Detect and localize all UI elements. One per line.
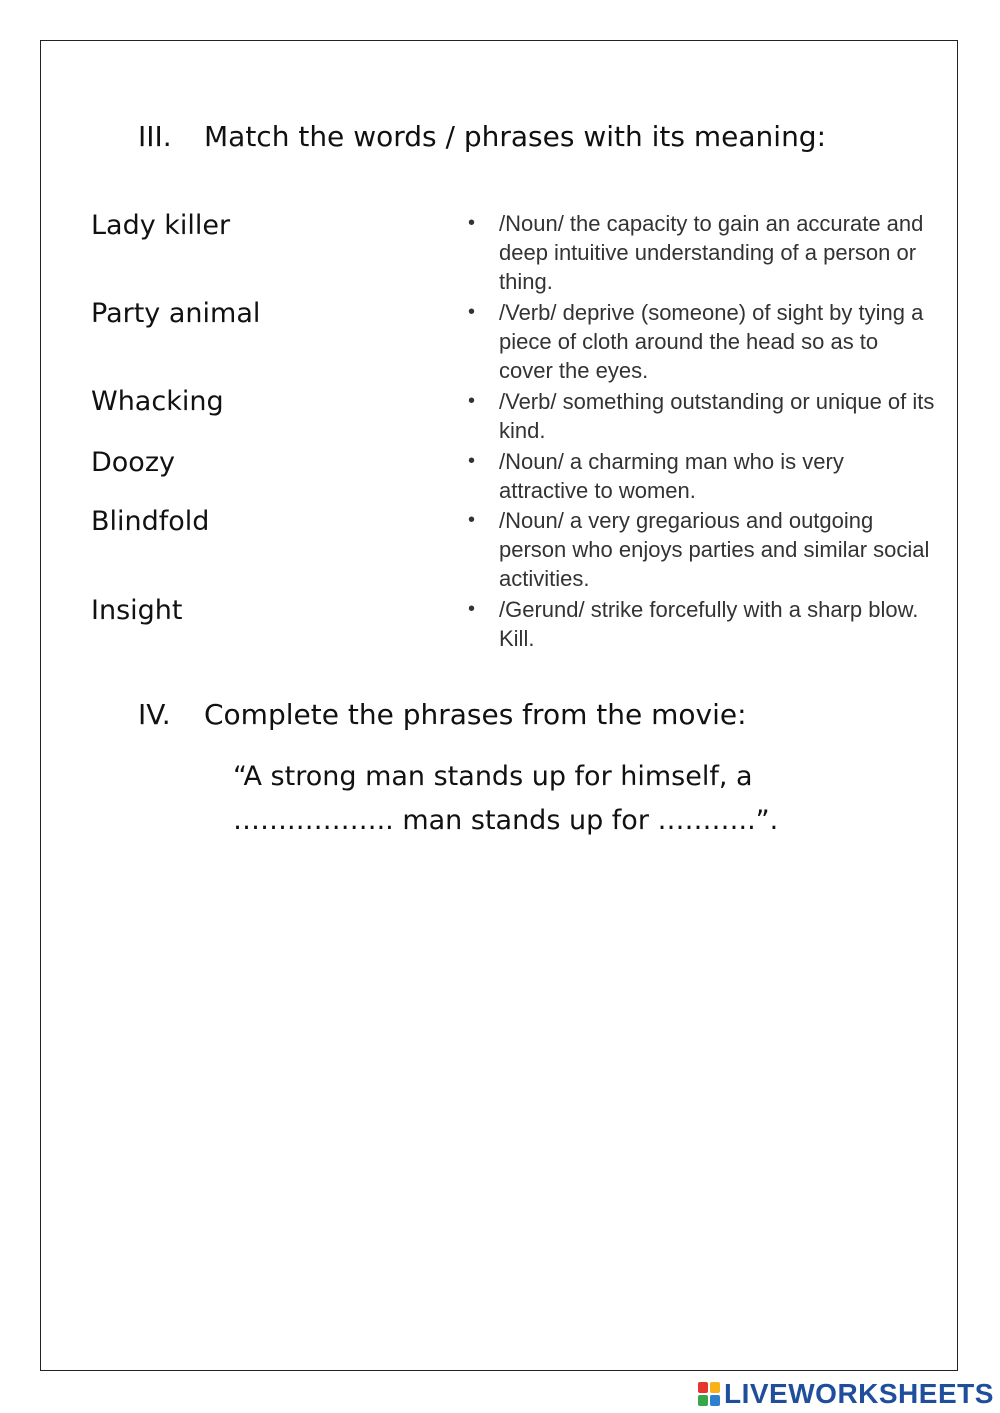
movie-quote <box>233 755 793 843</box>
word-item[interactable]: Blindfold <box>91 506 210 537</box>
definition-item[interactable] <box>468 209 938 296</box>
section-3-instruction: Match the words / phrases with its meaning: <box>204 120 827 153</box>
liveworksheets-logo <box>698 1378 994 1410</box>
word-item[interactable]: Party animal <box>91 298 261 329</box>
section-4-instruction: Complete the phrases from the movie: <box>204 698 747 731</box>
logo-mark-icon <box>698 1382 720 1406</box>
definition-text: /Noun/ a charming man who is very attractive to women. <box>499 449 844 503</box>
bullet-icon: • <box>468 301 476 323</box>
definition-text: /Verb/ something outstanding or unique of its kind. <box>499 389 935 443</box>
definition-item[interactable] <box>468 506 938 593</box>
logo-mark-square <box>698 1382 708 1393</box>
word-item[interactable]: Whacking <box>91 386 224 417</box>
definition-item[interactable] <box>468 298 938 385</box>
logo-text: LIVEWORKSHEETS <box>724 1378 994 1409</box>
quote-line-2-with-blanks[interactable]: …….……….. man stands up for ………..”. <box>233 805 779 836</box>
logo-mark-square <box>710 1382 720 1393</box>
definition-item[interactable] <box>468 447 938 505</box>
definition-text: /Noun/ the capacity to gain an accurate and deep intuitive understanding of a person or thing. <box>499 211 924 294</box>
bullet-icon: • <box>468 390 476 412</box>
definition-text: /Noun/ a very gregarious and outgoing person who enjoys parties and similar social activities. <box>499 508 930 591</box>
logo-mark-square <box>698 1395 708 1406</box>
bullet-icon: • <box>468 598 476 620</box>
logo-mark-square <box>710 1395 720 1406</box>
bullet-icon: • <box>468 450 476 472</box>
word-item[interactable]: Insight <box>91 595 183 626</box>
definition-text: /Gerund/ strike forcefully with a sharp blow. Kill. <box>499 597 919 651</box>
definition-item[interactable] <box>468 595 938 653</box>
definition-item[interactable] <box>468 387 938 445</box>
section-3-number: III. <box>138 120 172 153</box>
section-4-number: IV. <box>138 698 171 731</box>
quote-line-1: “A strong man stands up for himself, a <box>233 761 753 792</box>
bullet-icon: • <box>468 212 476 234</box>
word-item[interactable]: Lady killer <box>91 210 231 241</box>
definition-text: /Verb/ deprive (someone) of sight by tying a piece of cloth around the head so as to cover the eyes. <box>499 300 924 383</box>
bullet-icon: • <box>468 509 476 531</box>
word-item[interactable]: Doozy <box>91 447 175 478</box>
